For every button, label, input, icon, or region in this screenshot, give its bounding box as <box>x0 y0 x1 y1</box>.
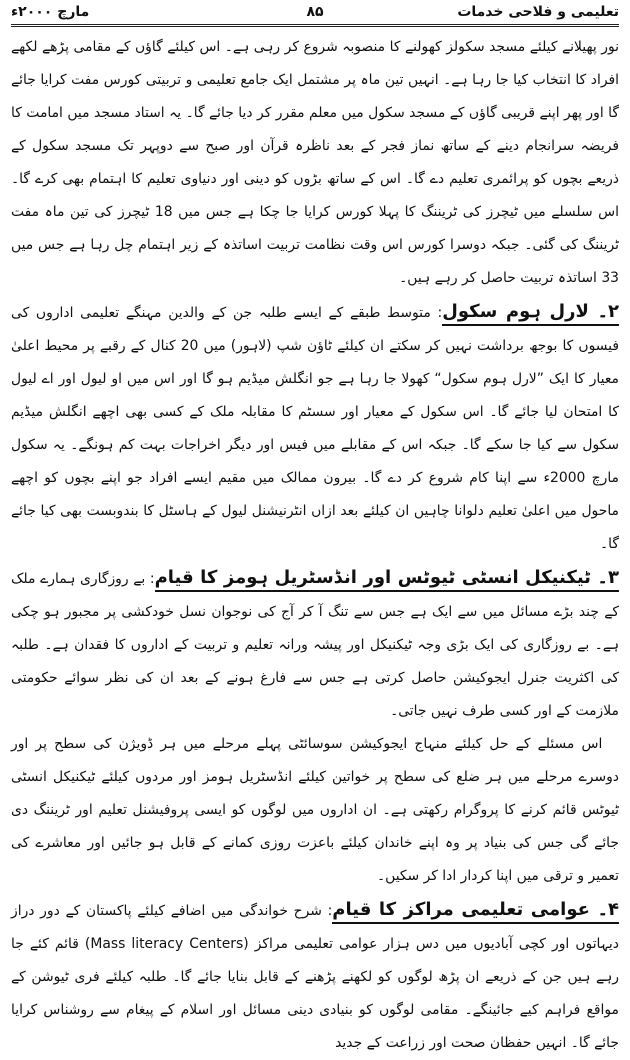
section-body: : متوسط طبقے کے ایسے طلبہ جن کے والدین مہنگے تعلیمی اداروں کی فیسوں کا بوجھ برداشت نہیں کر سکتے ان کیلئے ٹاؤن شپ (لاہور) میں 20 کنال کے رقبے پر محیط اعلیٰ معیار کا ایک ”لارل ہوم سکول“ کھولا جا رہا ہے جو انگلش میڈیم ہو گا اور اس میں او لیول اور اے لیول کا امتحان لیا جائے گا۔ اس سکول کے معیار اور سسٹم کا مقابلہ ملک کے کسی بھی اچھے انگلش میڈیم سکول سے کیا جا سکے گا۔ جبکہ اس کے مقابلے میں فیس اور دیگر اخراجات بہت کم ہونگے۔ یہ سکول مارچ 2000ء سے اپنا کام شروع کر دے گا۔ بیرون ممالک میں مقیم ایسے افراد جو اپنے بچوں کو اچھے ماحول میں اعلیٰ تعلیم دلوانا چاہیں ان کیلئے بعد ازاں انٹرنیشنل لیول کے ہاسٹل کا بندوبست بھی کیا جائے گا۔ <box>11 305 619 552</box>
page-number: ۸۵ <box>306 4 324 20</box>
section-heading: ۳۔ ٹیکنیکل انسٹی ٹیوٹس اور انڈسٹریل ہومز کا قیام <box>155 567 619 592</box>
paragraph-industrial-homes-plan: اس مسئلے کے حل کیلئے منہاج ایجوکیشن سوسائٹی پہلے مرحلے میں ہر ڈویژن کی سطح پر اور دوسرے مرحلے میں ہر ضلع کی سطح پر خواتین کیلئے انڈسٹریل ہومز اور مردوں کیلئے ٹیکنیکل انسٹی ٹیوٹس قائم کرنے کا پروگرام رکھتی ہے۔ ان اداروں میں لوگوں کو ایسی پروفیشنل تعلیم اور ٹریننگ دی جائے گی جس کی بنیاد پر وہ اپنے خاندان کیلئے باعزت روزی کمانے کے قابل ہو جائیں اور معاشرے کی تعمیر و ترقی میں اپنا کردار ادا کر سکیں۔ <box>11 736 619 884</box>
section-body: : بے روزگاری ہمارے ملک کے چند بڑے مسائل میں سے ایک ہے جس سے تنگ آ کر آج کی نوجوان نسل خودکشی پر مجبور ہو چکی ہے۔ بے روزگاری کی ایک بڑی وجہ ٹیکنیکل اور پیشہ ورانہ تعلیم و تربیت کے اداروں کا فقدان ہے۔ طلبہ کی اکثریت جنرل ایجوکیشن حاصل کرتی ہے جس سے فارغ ہونے کے بعد ان کی نظر سوائے حکومتی ملازمت کے اور کسی طرف نہیں جاتی۔ <box>11 571 619 719</box>
section-title: تعلیمی و فلاحی خدمات <box>457 4 619 20</box>
section-technical-institutes <box>11 561 619 728</box>
section-literacy-centers <box>11 893 619 1060</box>
paragraph-mosque-schools: نور پھیلانے کیلئے مسجد سکولز کھولنے کا منصوبہ شروع کر رہی ہے۔ اس کیلئے گاؤں کے مقامی پڑھے لکھے افراد کا انتخاب کیا جا رہا ہے۔ انہیں تین ماہ پر مشتمل ایک جامع تعلیمی و تربیتی کورس مفت کرایا جائے گا اور پھر اپنے قریبی گاؤں کے مسجد سکول میں معلم مقرر کر دیا جائے گا۔ یہ استاد مسجد میں امامت کا فریضہ سرانجام دینے کے ساتھ نماز فجر کے بعد ناظرہ قرآن اور صبح سے دوپہر تک مسجد سکول کے ذریعے بچوں کو پرائمری تعلیم دے گا۔ اس کے ساتھ بڑوں کو دینی اور دنیاوی تعلیم کا اہتمام بھی کرے گا۔ اس سلسلے میں ٹیچرز کی ٹریننگ کا پہلا کورس کرایا جا چکا ہے جس میں 18 ٹیچرز کی تین ماہ مفت ٹریننگ کی گئی۔ جبکہ دوسرا کورس اس وقت نظامت تربیت اساتذہ کے زیر اہتمام چل رہا ہے جس میں 33 اساتذہ تربیت حاصل کر رہے ہیں۔ <box>11 39 619 286</box>
section-laurel-home-school <box>11 295 619 561</box>
section-heading: ۲۔ لارل ہوم سکول <box>442 301 619 326</box>
section-heading: ۴۔ عوامی تعلیمی مراکز کا قیام <box>332 899 619 924</box>
page-header <box>11 0 619 27</box>
section-body: : شرح خواندگی میں اضافے کیلئے پاکستان کے دور دراز دیہاتوں اور کچی آبادیوں میں دس ہزار عوامی تعلیمی مراکز (Mass literacy Centers) قائم کئے جا رہے ہیں جن کے ذریعے ان پڑھ لوگوں کو لکھنے پڑھنے کے قابل بنایا جائے گا۔ طلبہ کیلئے فری ٹیوشن کے مواقع فراہم کیے جائینگے۔ مقامی لوگوں کو بنیادی دینی مسائل اور اسلام کے پیغام سے روشناس کرایا جائے گا۔ انہیں حفظان صحت اور زراعت کے جدید <box>11 903 619 1051</box>
issue-date: مارچ ۲۰۰۰ء <box>11 4 90 20</box>
